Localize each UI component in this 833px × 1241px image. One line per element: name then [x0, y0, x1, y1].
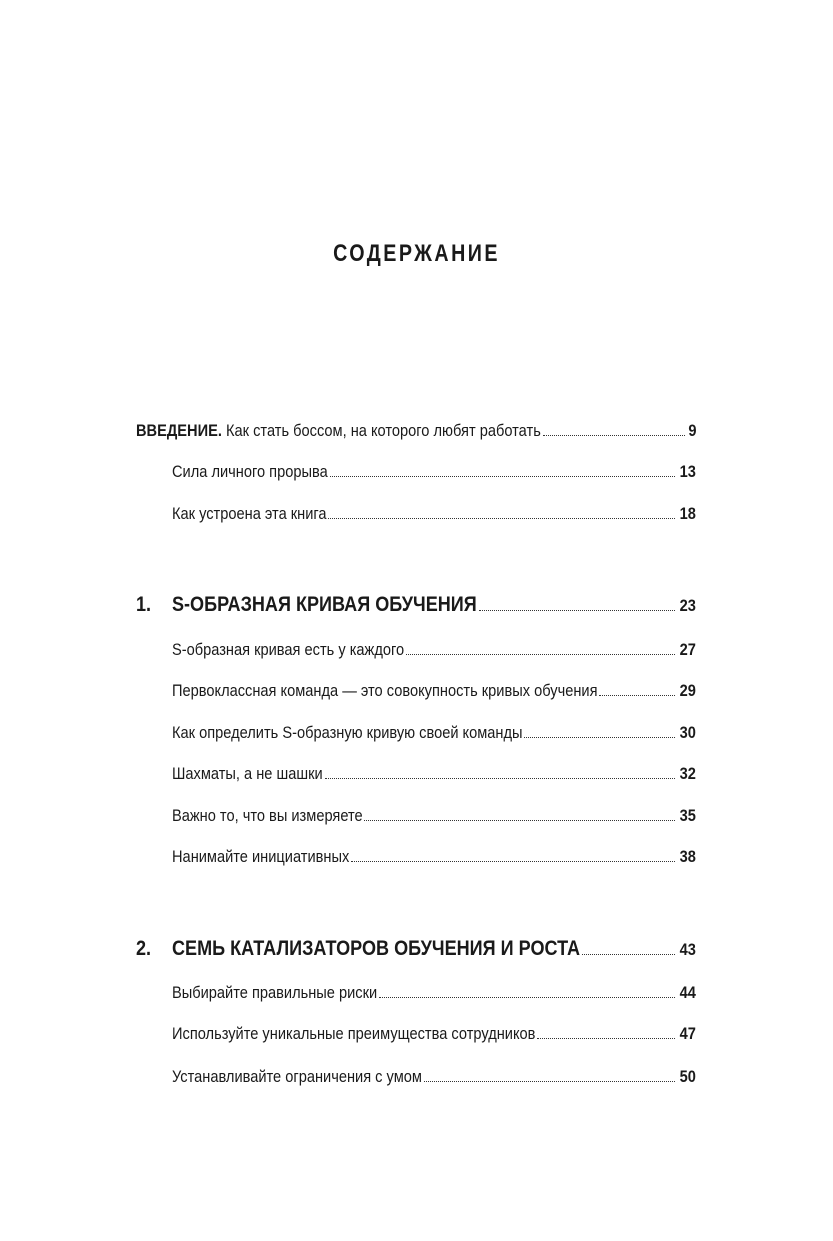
toc-subentry-label: Как устроена эта книга	[172, 504, 327, 523]
dot-leader	[424, 1081, 676, 1082]
toc-subentry	[172, 721, 696, 745]
dot-leader	[582, 954, 675, 955]
toc-subentry-label: Первоклассная команда — это совокупность кривых обучения	[172, 681, 598, 700]
toc-chapter-label	[136, 593, 477, 617]
dot-leader	[599, 695, 675, 696]
toc-subentry-label: S-образная кривая есть у каждого	[172, 640, 405, 659]
toc-chapter-1	[136, 593, 696, 618]
page-number: 50	[679, 1067, 696, 1086]
page-number: 13	[679, 462, 696, 481]
page-number: 27	[679, 640, 696, 659]
intro-prefix: ВВЕДЕНИЕ.	[136, 421, 222, 440]
dot-leader	[479, 610, 675, 611]
page-number: 35	[679, 806, 696, 825]
page-number: 44	[679, 983, 696, 1002]
dot-leader	[406, 654, 675, 655]
toc-subentry-label: Нанимайте инициативных	[172, 847, 350, 866]
page-number: 32	[679, 764, 696, 783]
toc-subentry	[172, 1065, 696, 1089]
dot-leader	[379, 997, 675, 998]
chapter-title: СЕМЬ КАТАЛИЗАТОРОВ ОБУЧЕНИЯ И РОСТА	[171, 937, 581, 960]
intro-title: Как стать боссом, на которого любят работать	[225, 421, 541, 440]
toc-chapter-2	[136, 937, 696, 962]
toc-subentry-label: Важно то, что вы измеряете	[172, 806, 363, 825]
page-number: 29	[679, 681, 696, 700]
chapter-number: 2.	[136, 937, 152, 960]
toc-subentry	[172, 460, 696, 484]
toc-subentry-label: Устанавливайте ограничения с умом	[172, 1067, 422, 1086]
toc-subentry	[172, 502, 696, 526]
toc-entry-label	[136, 419, 541, 443]
toc-subentry-label: Как определить S-образную кривую своей команды	[172, 723, 523, 742]
page-number: 30	[679, 723, 696, 742]
dot-leader	[328, 518, 675, 519]
chapter-number: 1.	[136, 593, 152, 616]
dot-leader	[330, 476, 675, 477]
page-title: СОДЕРЖАНИЕ	[333, 240, 500, 267]
toc-chapter-label	[136, 937, 580, 961]
dot-leader	[351, 861, 675, 862]
toc-subentry	[172, 845, 696, 869]
toc-subentry	[172, 762, 696, 786]
toc-entry-intro	[136, 419, 696, 443]
dot-leader	[325, 778, 675, 779]
page-number: 18	[679, 504, 696, 523]
dot-leader	[364, 820, 675, 821]
page-number: 9	[687, 421, 696, 440]
dot-leader	[543, 435, 685, 436]
page-number: 43	[679, 940, 696, 959]
dot-leader	[524, 737, 675, 738]
toc-subentry	[172, 638, 696, 662]
toc-subentry	[172, 679, 696, 703]
toc-subentry	[172, 804, 696, 828]
toc-subentry-label: Используйте уникальные преимущества сотрудников	[172, 1024, 536, 1043]
page-number: 23	[679, 596, 696, 615]
toc-subentry	[172, 1022, 696, 1046]
toc-subentry-label: Выбирайте правильные риски	[172, 983, 378, 1002]
toc-subentry-label: Сила личного прорыва	[172, 462, 328, 481]
dot-leader	[537, 1038, 675, 1039]
toc-subentry	[172, 981, 696, 1005]
chapter-title: S-ОБРАЗНАЯ КРИВАЯ ОБУЧЕНИЯ	[171, 593, 477, 616]
toc-subentry-label: Шахматы, а не шашки	[172, 764, 323, 783]
page-number: 47	[679, 1024, 696, 1043]
page-number: 38	[679, 847, 696, 866]
